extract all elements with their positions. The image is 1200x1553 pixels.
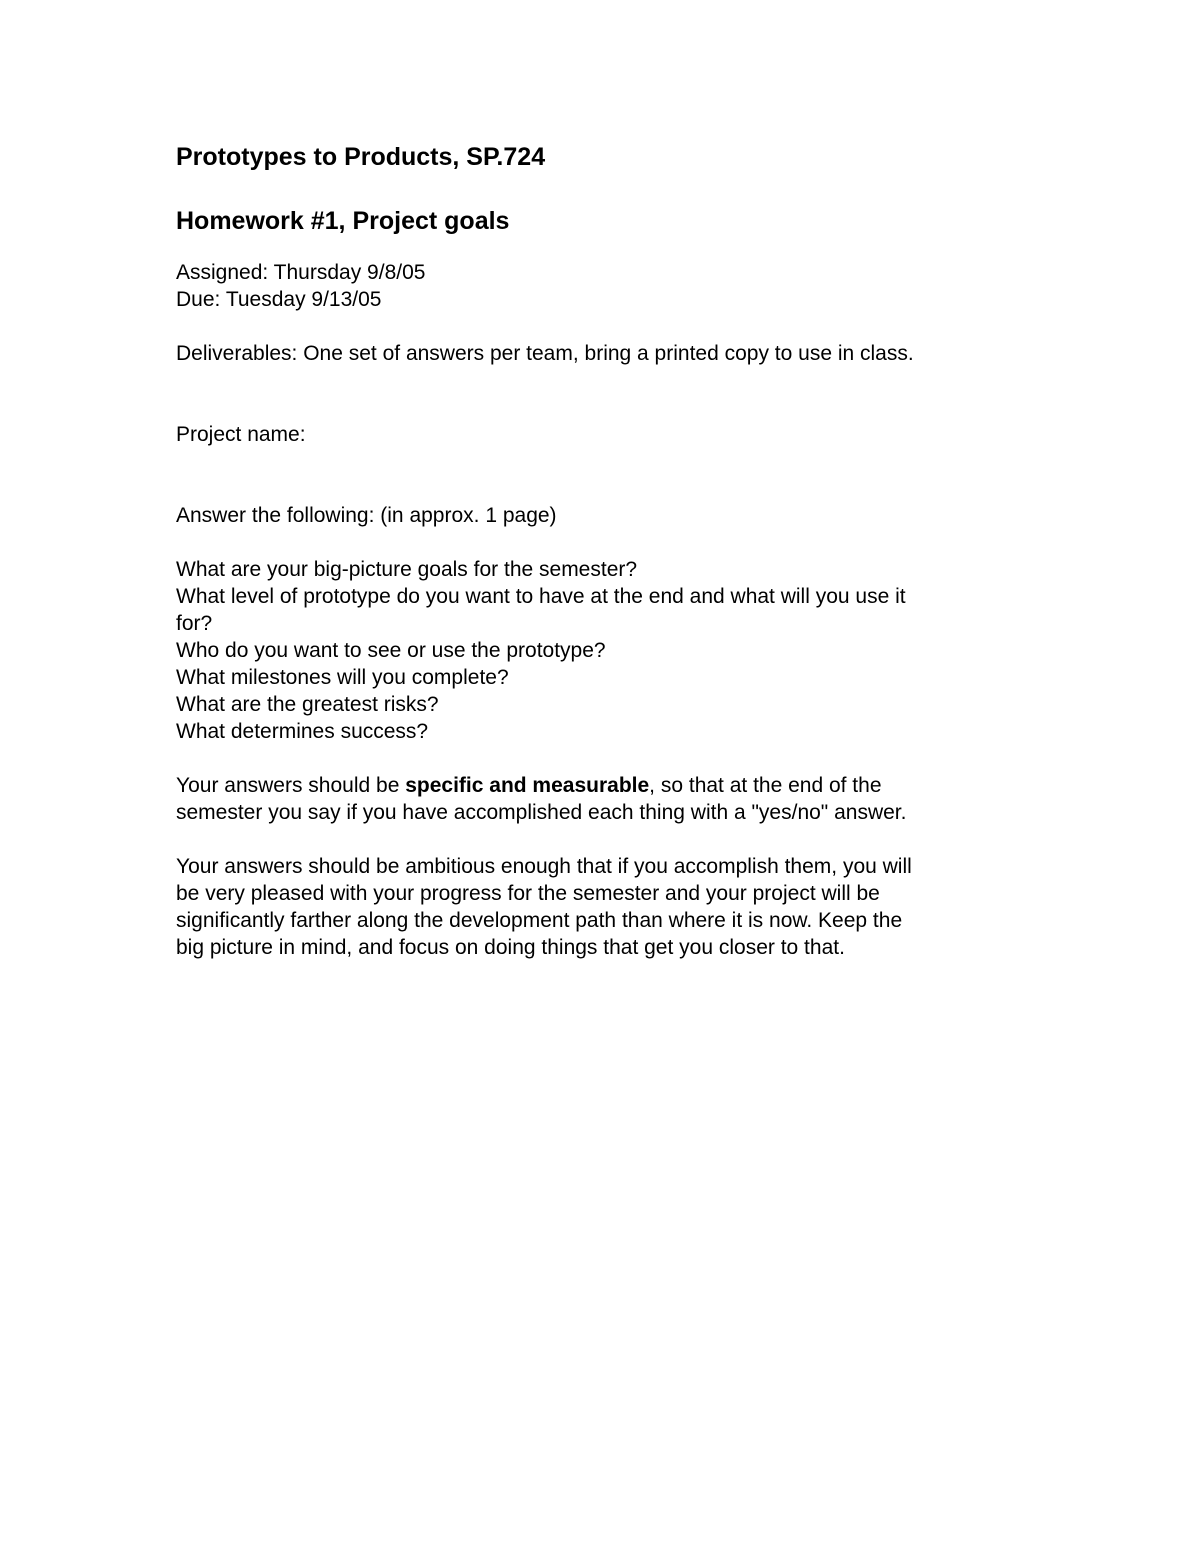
question-item: for? <box>176 612 213 635</box>
question-item: What milestones will you complete? <box>176 666 509 689</box>
paragraph-text: , so that at the end of the <box>649 774 882 797</box>
document-subtitle: Homework #1, Project goals <box>176 207 510 235</box>
paragraph-line: significantly farther along the development path than where it is now. Keep the <box>176 909 903 932</box>
deliverables-text: Deliverables: One set of answers per team, bring a printed copy to use in class. <box>176 342 914 365</box>
paragraph-line: big picture in mind, and focus on doing things that get you closer to that. <box>176 936 845 959</box>
due-date: Due: Tuesday 9/13/05 <box>176 288 382 311</box>
question-item: Who do you want to see or use the prototype? <box>176 639 606 662</box>
question-item: What level of prototype do you want to have at the end and what will you use it <box>176 585 906 608</box>
paragraph-text: Your answers should be <box>176 774 406 797</box>
document-title: Prototypes to Products, SP.724 <box>176 143 546 171</box>
paragraph-line: be very pleased with your progress for the semester and your project will be <box>176 882 880 905</box>
question-item: What determines success? <box>176 720 429 743</box>
question-list <box>176 556 1026 745</box>
paragraph-line: Your answers should be ambitious enough that if you accomplish them, you will <box>176 855 912 878</box>
answer-intro: Answer the following: (in approx. 1 page) <box>176 504 557 527</box>
project-name-label: Project name: <box>176 423 306 446</box>
question-item: What are the greatest risks? <box>176 693 439 716</box>
assigned-date: Assigned: Thursday 9/8/05 <box>176 261 426 284</box>
question-item: What are your big-picture goals for the semester? <box>176 558 638 581</box>
document-body <box>176 139 1026 961</box>
paragraph-line: semester you say if you have accomplished each thing with a "yes/no" answer. <box>176 801 907 824</box>
paragraph-line <box>176 772 1026 799</box>
ambitious-paragraph <box>176 853 1026 961</box>
specific-measurable-paragraph <box>176 772 1026 826</box>
emphasis-text: specific and measurable <box>405 774 650 797</box>
